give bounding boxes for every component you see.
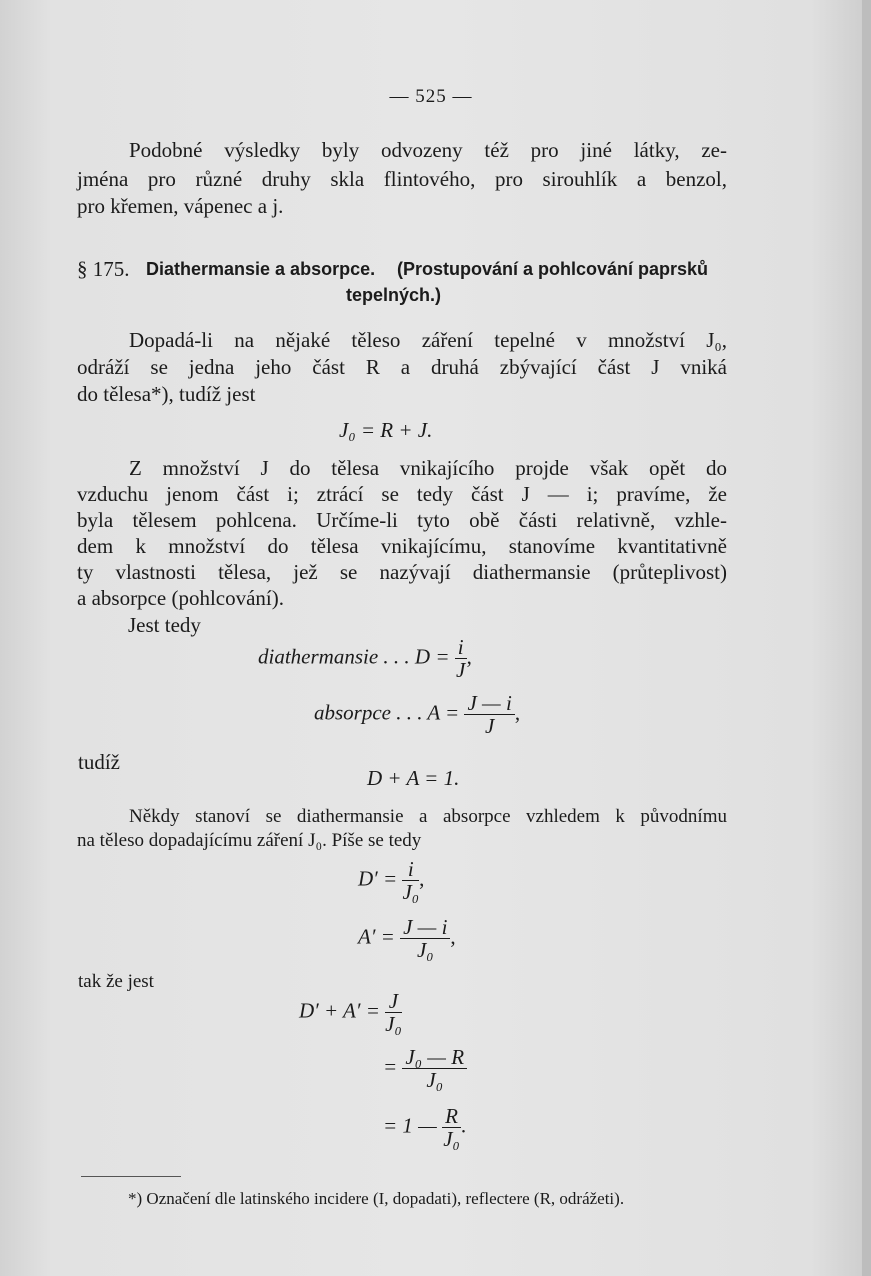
text-line: vzduchu jenom část i; ztrácí se tedy část J — i; pravíme, že bbox=[77, 482, 727, 506]
equation-label: diathermansie . . . D = bbox=[258, 644, 450, 669]
text-line: tudíž bbox=[78, 750, 120, 774]
fraction bbox=[400, 916, 450, 961]
text-line: Jest tedy bbox=[128, 613, 201, 637]
text-line: na těleso dopadajícímu záření J₀. Píše se tedy bbox=[77, 830, 422, 851]
fraction-denominator: J₀ bbox=[443, 1127, 460, 1151]
equation: D + A = 1. bbox=[367, 766, 460, 790]
punctuation: , bbox=[419, 866, 425, 891]
equation-d-prime bbox=[358, 858, 424, 903]
fraction-denominator: J₀ bbox=[385, 1012, 402, 1036]
section-subtitle: (Prostupování a pohlcování paprsků bbox=[397, 259, 709, 279]
equation-label: absorpce . . . A = bbox=[314, 700, 460, 725]
equation-diathermansie bbox=[258, 636, 472, 681]
punctuation: . bbox=[460, 1113, 467, 1138]
fraction bbox=[402, 858, 419, 903]
punctuation: , bbox=[466, 644, 472, 669]
equation-sum-step bbox=[383, 1046, 467, 1091]
equation-label: D′ = bbox=[358, 866, 398, 891]
fraction-denominator: J₀ bbox=[402, 880, 420, 904]
fraction bbox=[442, 1105, 461, 1150]
fraction bbox=[455, 636, 467, 681]
text-line: Někdy stanoví se diathermansie a absorpce vzhledem k původnímu bbox=[129, 806, 727, 827]
text-line: odráží se jedna jeho část R a druhá zbývající část J vniká bbox=[77, 355, 727, 379]
fraction-denominator: J bbox=[484, 714, 495, 738]
footnote: *) Označení dle latinského incidere (I, dopadati), reflectere (R, odrážeti). bbox=[128, 1189, 625, 1208]
text-line: ty vlastnosti tělesa, jež se nazývají diathermansie (průteplivost) bbox=[77, 560, 727, 584]
equation-a-prime bbox=[358, 916, 456, 961]
text-line: Podobné výsledky byly odvozeny též pro jiné látky, ze- bbox=[129, 138, 727, 162]
text-line: tak že jest bbox=[78, 971, 154, 992]
text-line: a absorpce (pohlcování). bbox=[77, 586, 284, 610]
fraction-numerator: J — i bbox=[464, 692, 514, 715]
page-number: — 525 — bbox=[389, 86, 473, 107]
section-number: § 175. bbox=[77, 257, 130, 281]
text-line: dem k množství do tělesa vnikajícímu, stanovíme kvantitativně bbox=[77, 534, 727, 558]
equation-absorpce bbox=[314, 692, 520, 737]
text-line: byla tělesem pohlcena. Určíme-li tyto obě části relativně, vzhle- bbox=[77, 508, 727, 532]
text-line: Z množství J do tělesa vnikajícího projde však opět do bbox=[129, 456, 727, 480]
equation-sum-prime bbox=[299, 990, 402, 1035]
punctuation: , bbox=[450, 924, 456, 949]
equation-label: D′ + A′ = bbox=[299, 998, 380, 1023]
footnote-rule bbox=[81, 1176, 181, 1177]
fraction bbox=[385, 990, 402, 1035]
punctuation: , bbox=[514, 700, 521, 725]
fraction-numerator: R bbox=[442, 1105, 461, 1128]
equation-label: A′ = bbox=[358, 924, 395, 949]
fraction-numerator: J bbox=[385, 990, 402, 1013]
text-line: jména pro různé druhy skla flintového, pro sirouhlík a benzol, bbox=[77, 167, 727, 191]
section-subtitle: tepelných.) bbox=[346, 285, 442, 305]
equation-label: = bbox=[383, 1054, 398, 1079]
equation-label: = 1 — bbox=[383, 1113, 437, 1138]
text-line: do tělesa*), tudíž jest bbox=[77, 382, 256, 406]
text-line: Dopadá-li na nějaké těleso záření tepelné v množství J₀, bbox=[129, 328, 727, 352]
text-line: pro křemen, vápenec a j. bbox=[77, 194, 284, 218]
fraction bbox=[402, 1046, 467, 1091]
fraction-numerator: J₀ — R bbox=[402, 1046, 467, 1069]
fraction-denominator: J₀ bbox=[416, 938, 434, 962]
fraction bbox=[464, 692, 514, 737]
page-edge bbox=[862, 0, 871, 1276]
equation-sum-final bbox=[383, 1105, 466, 1150]
section-title: Diathermansie a absorpce. bbox=[146, 259, 376, 279]
equation: J₀ = R + J. bbox=[339, 418, 433, 442]
fraction-denominator: J₀ bbox=[426, 1068, 444, 1092]
fraction-numerator: J — i bbox=[400, 916, 450, 939]
fraction-denominator: J bbox=[456, 658, 466, 682]
fraction-numerator: i bbox=[455, 636, 467, 659]
fraction-numerator: i bbox=[402, 858, 419, 881]
